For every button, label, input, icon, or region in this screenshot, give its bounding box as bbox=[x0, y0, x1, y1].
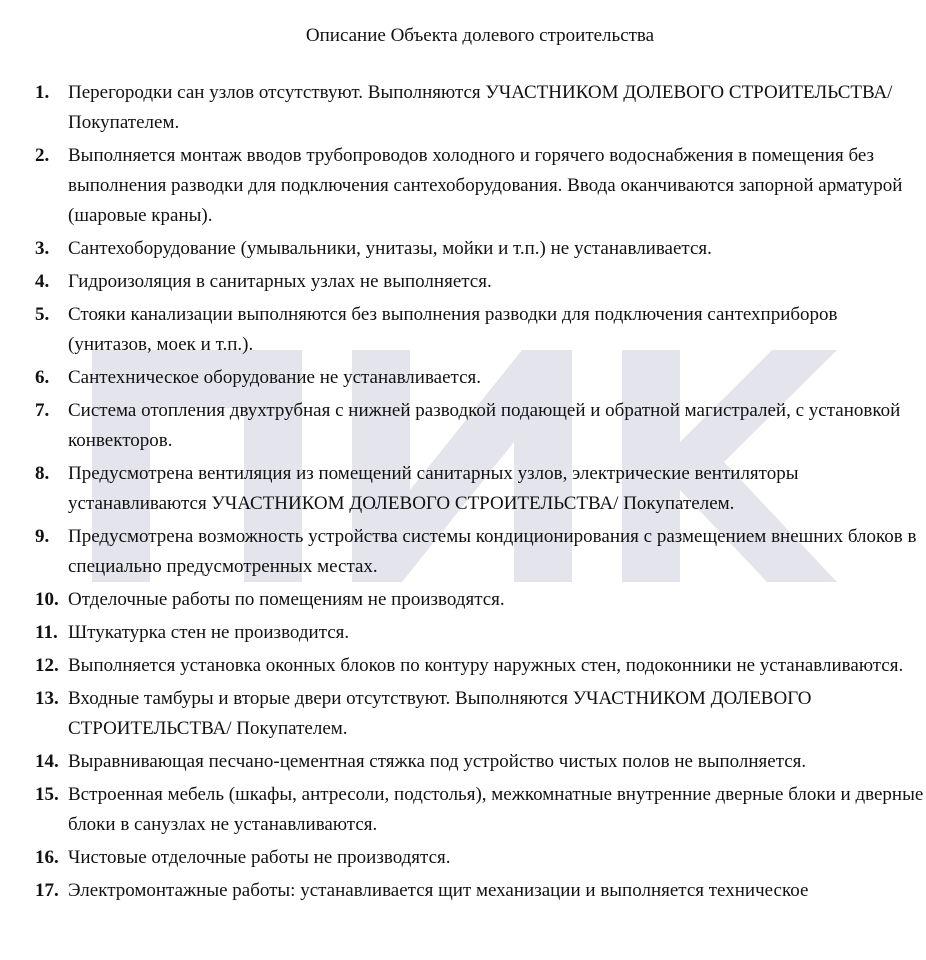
list-item-text: Сантехническое оборудование не устанавливается. bbox=[68, 367, 481, 388]
list-item bbox=[35, 843, 925, 873]
list-item bbox=[35, 522, 925, 582]
list-item-text: Гидроизоляция в санитарных узлах не выполняется. bbox=[68, 271, 492, 292]
list-item-number: 5. bbox=[35, 304, 50, 325]
list-item-text: Отделочные работы по помещениям не производятся. bbox=[68, 589, 505, 610]
list-item-text: Электромонтажные работы: устанавливается щит механизации и выполняется техническое bbox=[68, 880, 809, 901]
list-item-number: 11. bbox=[35, 622, 58, 643]
list-item-number: 8. bbox=[35, 463, 50, 484]
list-item-number: 12. bbox=[35, 655, 59, 676]
list-item bbox=[35, 459, 925, 519]
list-item-text: Система отопления двухтрубная с нижней разводкой подающей и обратной магистралей, с установкой конвекторов. bbox=[68, 400, 901, 451]
list-item-number: 14. bbox=[35, 751, 59, 772]
list-item bbox=[35, 267, 925, 297]
document-title: Описание Объекта долевого строительства bbox=[305, 25, 655, 46]
list-item-number: 1. bbox=[35, 82, 50, 103]
list-item-number: 6. bbox=[35, 367, 50, 388]
list-item-number: 17. bbox=[35, 880, 59, 901]
list-item-text: Чистовые отделочные работы не производятся. bbox=[68, 847, 451, 868]
list-item-number: 2. bbox=[35, 145, 50, 166]
numbered-list bbox=[35, 78, 925, 909]
list-item bbox=[35, 780, 925, 840]
list-item-text: Стояки канализации выполняются без выполнения разводки для подключения сантехприборов (унитазов, моек и т.п.). bbox=[68, 304, 838, 355]
list-item bbox=[35, 300, 925, 360]
list-item-text: Входные тамбуры и вторые двери отсутствуют. Выполняются УЧАСТНИКОМ ДОЛЕВОГО СТРОИТЕЛЬСТВА/ Покупателем. bbox=[68, 688, 812, 739]
list-item-text: Предусмотрена возможность устройства системы кондиционирования с размещением внешних блоков в специально предусмотренных местах. bbox=[68, 526, 917, 577]
list-item-number: 15. bbox=[35, 784, 59, 805]
list-item bbox=[35, 234, 925, 264]
list-item-text: Встроенная мебель (шкафы, антресоли, подстолья), межкомнатные внутренние дверные блоки и дверные блоки в санузлах не устанавливаются. bbox=[68, 784, 924, 835]
list-item-text: Выполняется монтаж вводов трубопроводов холодного и горячего водоснабжения в помещения без выполнения разводки для подключения сантехоборудования. Ввода оканчиваются запорной арматурой (шаровые краны). bbox=[68, 145, 903, 226]
list-item-number: 3. bbox=[35, 238, 50, 259]
list-item-text: Предусмотрена вентиляция из помещений санитарных узлов, электрические вентиляторы устанавливаются УЧАСТНИКОМ ДОЛЕВОГО СТРОИТЕЛЬСТВА/ Покупателем. bbox=[68, 463, 799, 514]
list-item bbox=[35, 651, 925, 681]
list-item-number: 9. bbox=[35, 526, 50, 547]
list-item-text: Перегородки сан узлов отсутствуют. Выполняются УЧАСТНИКОМ ДОЛЕВОГО СТРОИТЕЛЬСТВА/ Покупателем. bbox=[68, 82, 893, 133]
list-item-number: 7. bbox=[35, 400, 50, 421]
list-item bbox=[35, 585, 925, 615]
list-item-number: 4. bbox=[35, 271, 50, 292]
list-item-text: Штукатурка стен не производится. bbox=[68, 622, 350, 643]
list-item bbox=[35, 876, 925, 906]
list-item bbox=[35, 141, 925, 231]
list-item bbox=[35, 618, 925, 648]
list-item-text: Сантехоборудование (умывальники, унитазы, мойки и т.п.) не устанавливается. bbox=[68, 238, 712, 259]
list-item bbox=[35, 363, 925, 393]
list-item-number: 10. bbox=[35, 589, 59, 610]
list-item bbox=[35, 78, 925, 138]
list-item-number: 13. bbox=[35, 688, 59, 709]
list-item-text: Выполняется установка оконных блоков по контуру наружных стен, подоконники не устанавливаются. bbox=[68, 655, 904, 676]
list-item bbox=[35, 684, 925, 744]
list-item-text: Выравнивающая песчано-цементная стяжка под устройство чистых полов не выполняется. bbox=[68, 751, 807, 772]
list-item bbox=[35, 747, 925, 777]
list-item bbox=[35, 396, 925, 456]
list-item-number: 16. bbox=[35, 847, 59, 868]
